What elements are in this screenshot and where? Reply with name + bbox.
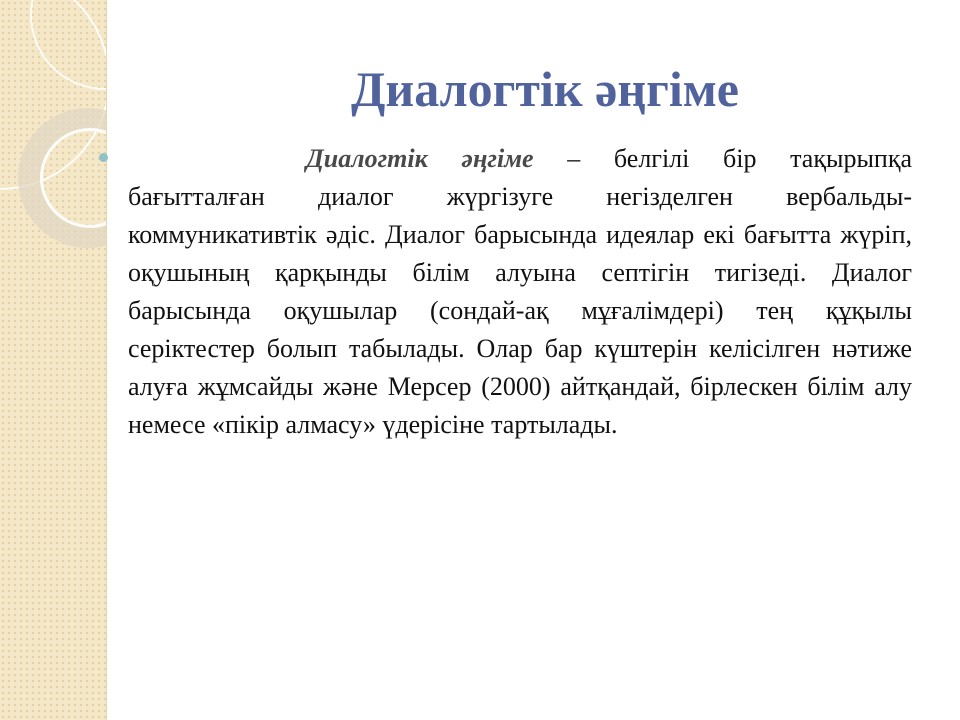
definition-text: – белгілі бір тақырыпқа бағытталған диалог жүргізуге негізделген вербальды-коммуникативтік әдіс. Диалог барысында идеялар екі бағытта жүріп, оқушының қарқынды білім алуына септігін тигізеді. Диалог барысында оқушылар (сондай-ақ мұғалімдері) тең құқылы серіктестер болып табылады. Олар бар күштерін келісілген нәтиже алуға жұмсайды және Мерсер (2000) айтқандай, бірлескен білім алу немесе «пікір алмасу» үдерісіне тартылады. bbox=[128, 144, 912, 439]
slide-title: Диалогтік әңгіме bbox=[350, 61, 739, 117]
slide-body-text bbox=[128, 140, 912, 444]
bullet-icon bbox=[99, 153, 108, 162]
defined-term: Диалогтік әңгіме bbox=[306, 144, 534, 173]
decorative-side-strip bbox=[0, 0, 107, 720]
